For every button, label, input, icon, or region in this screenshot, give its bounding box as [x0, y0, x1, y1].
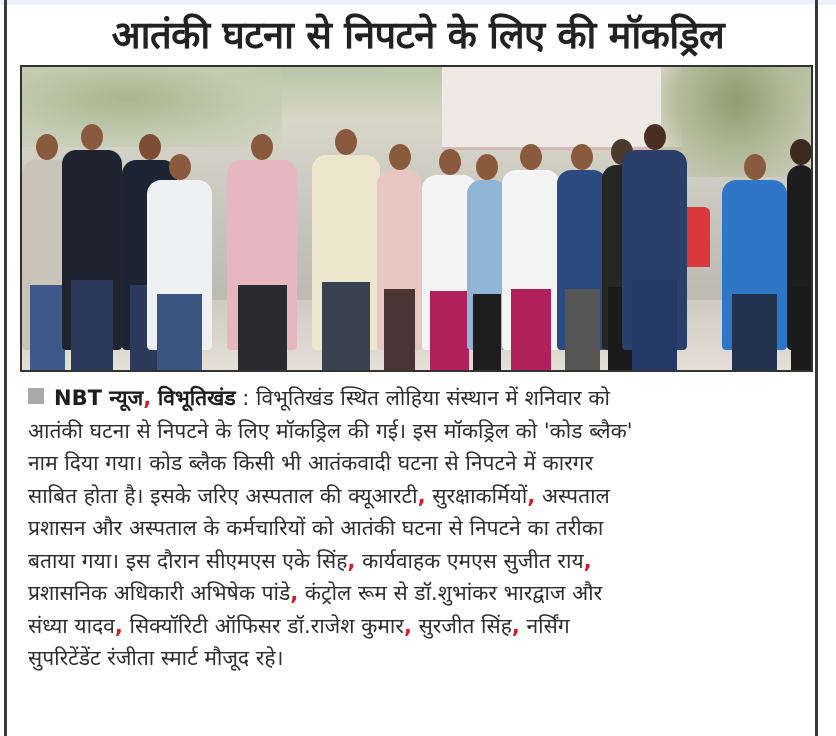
body-text-segment: विभूतिखंड स्थित लोहिया संस्थान में शनिवार को [256, 386, 610, 410]
body-line-6 [28, 545, 808, 578]
body-text-segment: सिक्यॉरिटी ऑफिसर डॉ.राजेश कुमार [129, 613, 404, 638]
body-text-segment: प्रशासनिक अधिकारी अभिषेक पांडे [28, 581, 291, 605]
comma: , [511, 613, 520, 638]
body-text-segment: नर्सिंग [526, 613, 570, 638]
article-body [28, 382, 808, 675]
body-text-segment: अस्पताल [541, 483, 610, 508]
comma: , [417, 483, 426, 508]
body-text-segment: सुरजीत सिंह [418, 613, 512, 638]
dateline-source: NBT न्यूज [54, 386, 144, 410]
body-line-8 [28, 610, 808, 643]
comma: , [527, 483, 536, 508]
body-line-9: सुपरिटेंडेंट रंजीता स्मार्ट मौजूद रहे। [28, 646, 284, 670]
comma: , [290, 581, 299, 605]
comma: , [114, 613, 123, 638]
person [622, 150, 687, 350]
headline: आतंकी घटना से निपटने के लिए की मॉकड्रिल [111, 13, 725, 57]
dateline-location: विभूतिखंड [157, 386, 236, 410]
comma: , [403, 613, 412, 638]
body-line-5: प्रशासन और अस्पताल के कर्मचारियों को आतंकी घटना से निपटने का तरीका [28, 516, 604, 540]
dateline-separator: : [242, 386, 250, 410]
news-photo [20, 65, 813, 372]
person [147, 180, 212, 350]
body-text-segment: संध्या यादव [28, 613, 115, 638]
body-text-segment: कार्यवाहक एमएस सुजीत राय [362, 548, 584, 573]
body-text-segment: सुरक्षाकर्मियों [432, 483, 528, 508]
person [62, 150, 122, 350]
body-line-2: आतंकी घटना से निपटने के लिए मॉकड्रिल की गई। इस मॉकड्रिल को 'कोड ब्लैक' [28, 418, 633, 443]
person [227, 160, 297, 350]
bullet-square-icon [28, 388, 44, 404]
body-text-segment: कंट्रोल रूम से डॉ.शुभांकर भारद्वाज और [304, 581, 603, 605]
person [377, 170, 422, 350]
body-line-1 [28, 382, 808, 415]
person [722, 180, 787, 350]
person [787, 165, 813, 350]
person [467, 180, 507, 350]
comma: , [583, 548, 592, 573]
body-line-4 [28, 480, 808, 513]
comma: , [143, 386, 152, 410]
comma: , [347, 548, 356, 573]
body-line-7 [28, 577, 808, 610]
body-text-segment: बताया गया। इस दौरान सीएमएस एके सिंह [28, 548, 348, 573]
body-text-segment: साबित होता है। इसके जरिए अस्पताल की क्यूआरटी [28, 483, 418, 508]
person [502, 170, 560, 350]
person [557, 170, 607, 350]
person [312, 155, 380, 350]
body-line-3: नाम दिया गया। कोड ब्लैक किसी भी आतंकवादी घटना से निपटने में कारगर [28, 451, 594, 475]
